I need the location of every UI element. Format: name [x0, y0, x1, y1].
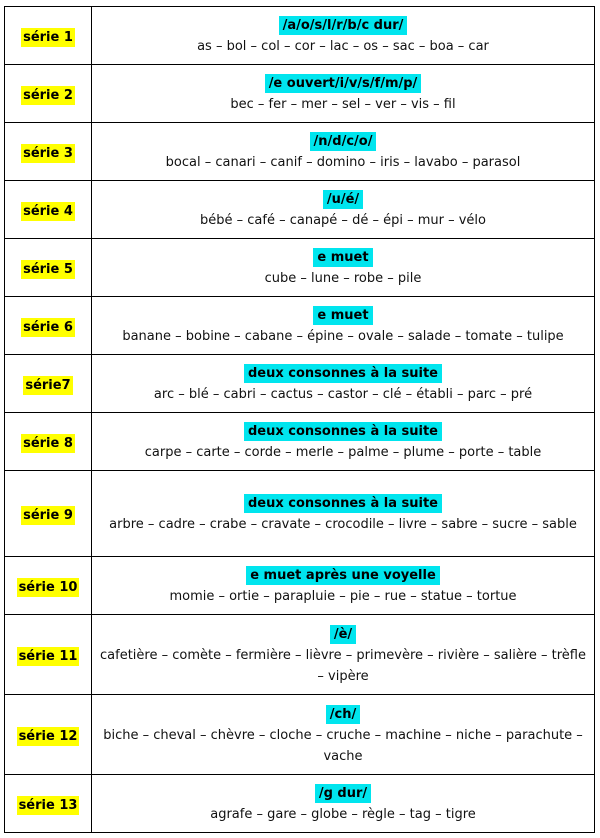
sound-heading: /è/ — [330, 625, 356, 644]
series-content-cell — [92, 65, 595, 123]
series-row — [5, 239, 595, 297]
series-row — [5, 65, 595, 123]
series-content-cell — [92, 355, 595, 413]
word-list: cube – lune – robe – pile — [264, 271, 422, 286]
word-list: banane – bobine – cabane – épine – ovale – salade – tomate – tulipe — [122, 329, 564, 344]
word-list: biche – cheval – chèvre – cloche – cruche – machine – niche – parachute – vache — [103, 727, 583, 764]
sound-heading: deux consonnes à la suite — [244, 494, 442, 513]
series-label: série 11 — [18, 648, 78, 664]
series-label: série 12 — [18, 728, 78, 744]
word-list: bocal – canari – canif – domino – iris – lavabo – parasol — [165, 155, 521, 170]
sound-heading: deux consonnes à la suite — [244, 364, 442, 383]
series-label-cell — [5, 181, 92, 239]
series-content-cell — [92, 413, 595, 471]
series-label-cell — [5, 355, 92, 413]
series-content-cell — [92, 297, 595, 355]
word-list: arc – blé – cabri – cactus – castor – clé – établi – parc – pré — [153, 387, 533, 402]
series-label-cell — [5, 7, 92, 65]
series-row — [5, 775, 595, 833]
series-label: série7 — [25, 377, 71, 393]
series-row — [5, 181, 595, 239]
sound-heading: e muet après une voyelle — [246, 566, 440, 585]
series-row — [5, 471, 595, 557]
word-list: momie – ortie – parapluie – pie – rue – statue – tortue — [169, 589, 517, 604]
series-content-cell — [92, 557, 595, 615]
word-list: agrafe – gare – globe – règle – tag – tigre — [210, 807, 476, 822]
series-label-cell — [5, 775, 92, 833]
sound-heading: /e ouvert/i/v/s/f/m/p/ — [265, 74, 422, 93]
sound-heading: e muet — [313, 248, 372, 267]
word-list: arbre – cadre – crabe – cravate – crocodile – livre – sabre – sucre – sable — [109, 517, 577, 532]
series-label-cell — [5, 615, 92, 695]
series-content-cell — [92, 615, 595, 695]
word-list: bébé – café – canapé – dé – épi – mur – vélo — [200, 213, 486, 228]
sound-heading: deux consonnes à la suite — [244, 422, 442, 441]
series-label: série 9 — [23, 507, 73, 523]
series-row — [5, 7, 595, 65]
series-row — [5, 615, 595, 695]
series-label: série 6 — [23, 319, 73, 335]
sound-heading: /a/o/s/l/r/b/c dur/ — [279, 16, 408, 35]
series-row — [5, 123, 595, 181]
series-label-cell — [5, 123, 92, 181]
series-label: série 3 — [23, 145, 73, 161]
series-label: série 8 — [23, 435, 73, 451]
series-label-cell — [5, 239, 92, 297]
series-label-cell — [5, 557, 92, 615]
series-content-cell — [92, 123, 595, 181]
series-content-cell — [92, 181, 595, 239]
series-label: série 1 — [23, 29, 73, 45]
series-content-cell — [92, 695, 595, 775]
series-label: série 2 — [23, 87, 73, 103]
sound-heading: /g dur/ — [315, 784, 371, 803]
series-content-cell — [92, 7, 595, 65]
sound-heading: e muet — [313, 306, 372, 325]
series-row — [5, 695, 595, 775]
series-row — [5, 297, 595, 355]
series-label: série 4 — [23, 203, 73, 219]
series-row — [5, 355, 595, 413]
series-label-cell — [5, 297, 92, 355]
word-list: cafetière – comète – fermière – lièvre – primevère – rivière – salière – trèfle – vipère — [100, 647, 586, 684]
sound-heading: /n/d/c/o/ — [310, 132, 377, 151]
series-label-cell — [5, 695, 92, 775]
sound-heading: /u/é/ — [323, 190, 363, 209]
series-content-cell — [92, 775, 595, 833]
word-list: as – bol – col – cor – lac – os – sac – boa – car — [197, 39, 489, 54]
series-row — [5, 557, 595, 615]
word-list: bec – fer – mer – sel – ver – vis – fil — [230, 97, 456, 112]
series-label: série 5 — [23, 261, 73, 277]
series-label-cell — [5, 471, 92, 557]
word-list: carpe – carte – corde – merle – palme – plume – porte – table — [144, 445, 542, 460]
series-label: série 10 — [18, 579, 78, 595]
series-label-cell — [5, 65, 92, 123]
series-content-cell — [92, 239, 595, 297]
series-label: série 13 — [18, 797, 78, 813]
series-table — [4, 6, 595, 833]
series-row — [5, 413, 595, 471]
sound-heading: /ch/ — [326, 705, 360, 724]
series-content-cell — [92, 471, 595, 557]
series-label-cell — [5, 413, 92, 471]
